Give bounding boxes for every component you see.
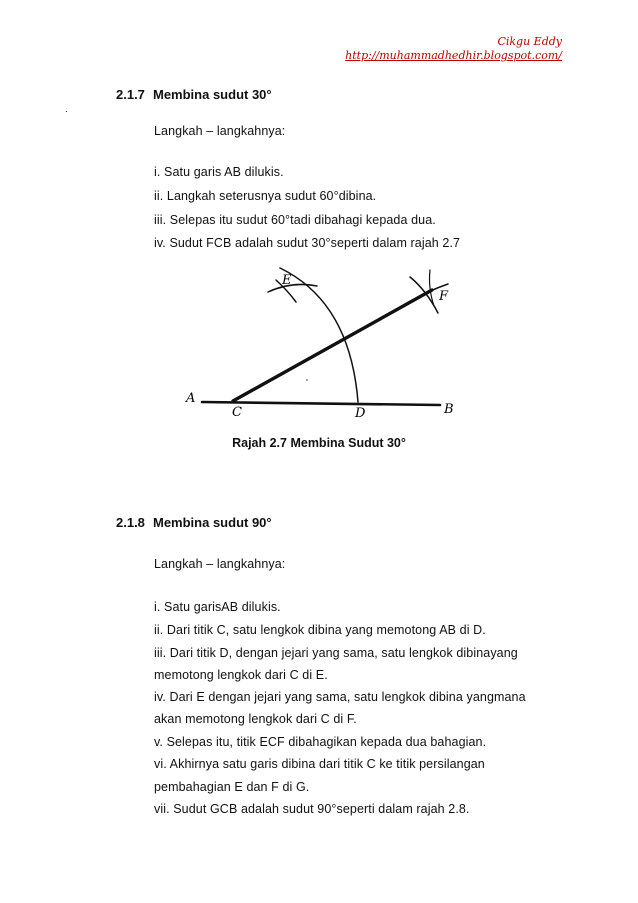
- figure-caption: Rajah 2.7 Membina Sudut 30°: [232, 436, 406, 450]
- step-line: iv. Sudut FCB adalah sudut 30°seperti dalam rajah 2.7: [154, 236, 461, 250]
- step-line: pembahagian E dan F di G.: [154, 780, 310, 794]
- section-title: Membina sudut 90°: [153, 515, 272, 530]
- line-cf: [233, 290, 432, 401]
- step-line: ii. Dari titik C, satu lengkok dibina yang memotong AB di D.: [154, 623, 486, 637]
- arc-from-c: [280, 268, 358, 402]
- step-line: iv. Dari E dengan jejari yang sama, satu lengkok dibina yangmana: [154, 690, 526, 704]
- label-d: D: [355, 406, 366, 421]
- stray-dot: [306, 379, 308, 381]
- section-title: Membina sudut 30°: [153, 87, 272, 102]
- header-author: Cikgu Eddy: [497, 35, 562, 48]
- section-heading-2-1-8: [116, 515, 272, 530]
- margin-mark: .: [65, 104, 68, 115]
- header-url-link[interactable]: http://muhammadhedhir.blogspot.com/: [345, 49, 562, 62]
- label-e: E: [282, 273, 292, 288]
- step-line: ii. Langkah seterusnya sudut 60°dibina.: [154, 189, 377, 203]
- step-line: memotong lengkok dari C di E.: [154, 668, 328, 682]
- section-number: 2.1.7: [116, 87, 145, 102]
- step-line: iii. Selepas itu sudut 60°tadi dibahagi kepada dua.: [154, 213, 436, 227]
- step-line: vii. Sudut GCB adalah sudut 90°seperti dalam rajah 2.8.: [154, 802, 470, 816]
- label-c: C: [232, 405, 242, 420]
- steps-intro: Langkah – langkahnya:: [154, 557, 286, 571]
- label-a: A: [186, 391, 196, 406]
- step-line: akan memotong lengkok dari C di F.: [154, 712, 357, 726]
- steps-intro: Langkah – langkahnya:: [154, 124, 286, 138]
- step-line: i. Satu garis AB dilukis.: [154, 165, 284, 179]
- step-line: iii. Dari titik D, dengan jejari yang sama, satu lengkok dibinayang: [154, 646, 518, 660]
- step-line: i. Satu garisAB dilukis.: [154, 600, 281, 614]
- step-line: v. Selepas itu, titik ECF dibahagikan kepada dua bahagian.: [154, 735, 487, 749]
- label-f: F: [439, 289, 449, 304]
- section-number: 2.1.8: [116, 515, 145, 530]
- step-line: vi. Akhirnya satu garis dibina dari titik C ke titik persilangan: [154, 757, 485, 771]
- label-b: B: [444, 402, 454, 417]
